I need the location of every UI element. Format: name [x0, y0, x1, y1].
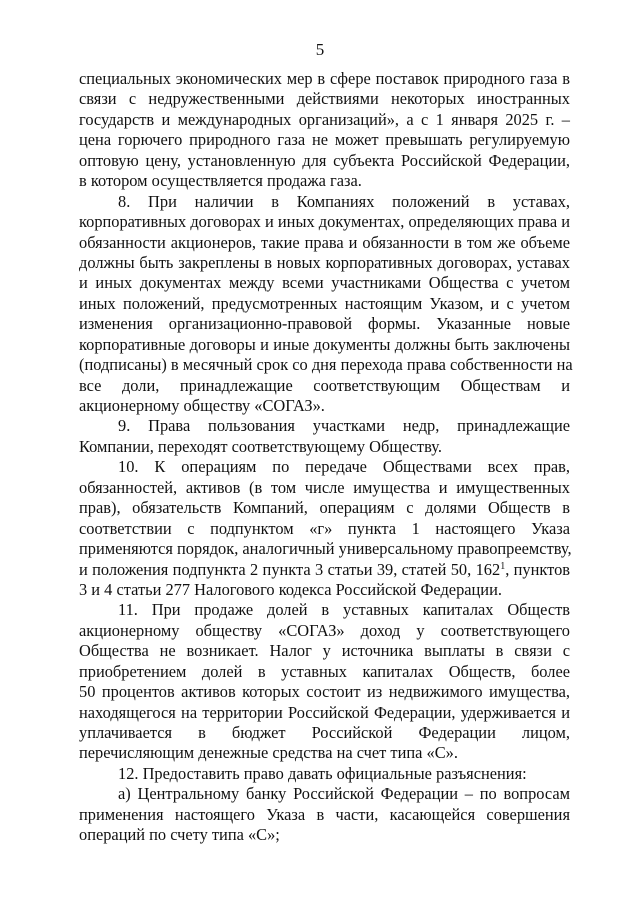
text-line: все доли, принадлежащие соответствующим Обществам и — [79, 375, 570, 395]
text-line: перечисляющим денежные средства на счет типа «С». — [79, 743, 458, 763]
text-line: 8. При наличии в Компаниях положений в уставах, — [118, 191, 570, 211]
text-line: и иных документах между всеми участниками Общества с учетом — [79, 273, 570, 293]
text-line: должны быть закреплены в новых корпоративных договорах, уставах — [79, 252, 570, 272]
text-line: Компании, переходят соответствующему Обществу. — [79, 436, 442, 456]
text-line: оптовую цену, установленную для субъекта Российской Федерации, — [79, 150, 570, 170]
text-line: 3 и 4 статьи 277 Налогового кодекса Российской Федерации. — [79, 579, 502, 599]
text-line: приобретением долей в уставных капиталах Обществ, более — [79, 661, 570, 681]
text-line: и положения подпункта 2 пункта 3 статьи 39, статей 50, $162^1$, пунктов — [79, 559, 571, 579]
text-line: акционерному обществу «СОГАЗ». — [79, 396, 325, 415]
text-line: 50 процентов активов которых состоит из недвижимого имущества, — [79, 682, 570, 702]
text-line: соответствии с подпунктом «г» пункта 1 настоящего Указа — [79, 518, 570, 538]
text-line: находящегося на территории Российской Федерации, удерживается и — [79, 702, 570, 722]
text-line: связи с недружественными действиями некоторых иностранных — [79, 89, 570, 109]
text-line: прав), обязательств Компаний, операциям с долями Обществ в — [79, 498, 570, 518]
text-line: государств и международных организаций», а с 1 января 2025 г. – — [79, 109, 570, 129]
text-line: обязанности акционеров, такие права и обязанности в том же объеме — [79, 232, 570, 252]
text-line: а) Центральному банку Российской Федерации – по вопросам — [118, 784, 570, 804]
text-line: акционерному обществу «СОГАЗ» доход у соответствующего — [79, 620, 570, 640]
text-line: в котором осуществляется продажа газа. — [79, 171, 362, 191]
text-line: 11. При продаже долей в уставных капиталах Обществ — [118, 600, 570, 620]
text-line: обязанностей, активов (в том числе имущества и имущественных — [79, 477, 570, 497]
text-line: 10. К операциям по передаче Обществами всех прав, — [118, 457, 570, 477]
text-line: (подписаны) в месячный срок со дня перехода права собственности на — [79, 355, 573, 375]
text-line: применяются порядок, аналогичный универсальному правопреемству, — [79, 539, 572, 559]
document-body — [79, 69, 573, 846]
text-line: применения настоящего Указа в части, касающейся совершения — [79, 804, 570, 824]
text-line: корпоративных договорах и иных документах, определяющих права и — [79, 212, 570, 232]
text-line: специальных экономических мер в сфере поставок природного газа в — [79, 69, 570, 88]
text-line: операций по счету типа «С»; — [79, 825, 280, 845]
text-line: изменения организационно-правовой формы. Указанные новые — [79, 314, 570, 334]
page-number: 5 — [315, 40, 325, 59]
text-line: 12. Предоставить право давать официальные разъяснения: — [118, 763, 527, 783]
superscript: 1 — [500, 560, 506, 572]
text-line: 9. Права пользования участками недр, принадлежащие — [118, 416, 570, 436]
text-line: корпоративные договоры и иные документы должны быть заключены — [79, 334, 570, 354]
text-line: иных положений, предусмотренных настоящим Указом, и с учетом — [79, 293, 570, 313]
text-line: цена горючего природного газа не может превышать регулируемую — [79, 130, 570, 150]
text-line: уплачивается в бюджет Российской Федерации лицом, — [79, 723, 570, 742]
text-line: Общества не возникает. Налог у источника выплаты в связи с — [79, 641, 570, 661]
